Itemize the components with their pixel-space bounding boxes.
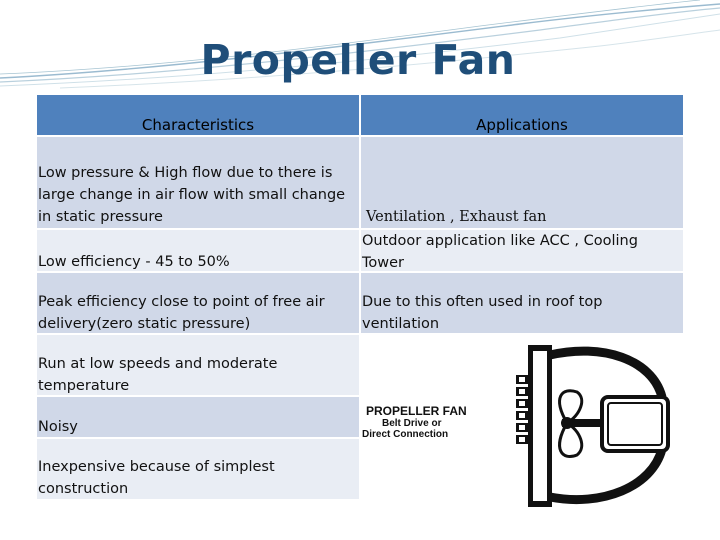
characteristic-text: Peak efficiency close to point of free air delivery(zero static pressure) (38, 294, 325, 332)
characteristic-row-3 (37, 273, 359, 333)
diagram-label-line1: PROPELLER FAN (366, 404, 467, 418)
header-applications-label: Applications (476, 116, 568, 134)
characteristic-text: Noisy (38, 419, 78, 435)
propeller-fan-icon (362, 337, 682, 507)
header-characteristics-label: Characteristics (141, 116, 255, 134)
header-characteristics (37, 95, 359, 135)
characteristic-row-4 (37, 335, 359, 395)
diagram-label-line3: Direct Connection (362, 429, 449, 440)
characteristic-row-5 (37, 397, 359, 437)
header-applications (361, 95, 683, 135)
characteristic-text: Run at low speeds and moderate temperature (38, 356, 278, 394)
application-row-3 (361, 273, 683, 333)
application-row-2 (361, 230, 683, 271)
characteristic-row-1 (37, 137, 359, 228)
diagram-label-line2: Belt Drive or (382, 418, 442, 429)
characteristic-row-6 (37, 439, 359, 499)
characteristic-text: Low pressure & High flow due to there is large change in air flow with small change in static pressure (38, 165, 346, 225)
characteristic-text: Low efficiency - 45 to 50% (38, 254, 230, 270)
propeller-fan-diagram (362, 337, 682, 507)
characteristic-text: Inexpensive because of simplest construction (38, 459, 275, 497)
application-text: Outdoor application like ACC , Cooling Tower (362, 233, 638, 271)
application-row-1 (361, 137, 683, 228)
characteristic-row-2 (37, 230, 359, 271)
application-text: Due to this often used in roof top ventilation (362, 294, 603, 332)
page-title: Propeller Fan (200, 36, 516, 84)
application-text: Ventilation , Exhaust fan (366, 209, 547, 225)
